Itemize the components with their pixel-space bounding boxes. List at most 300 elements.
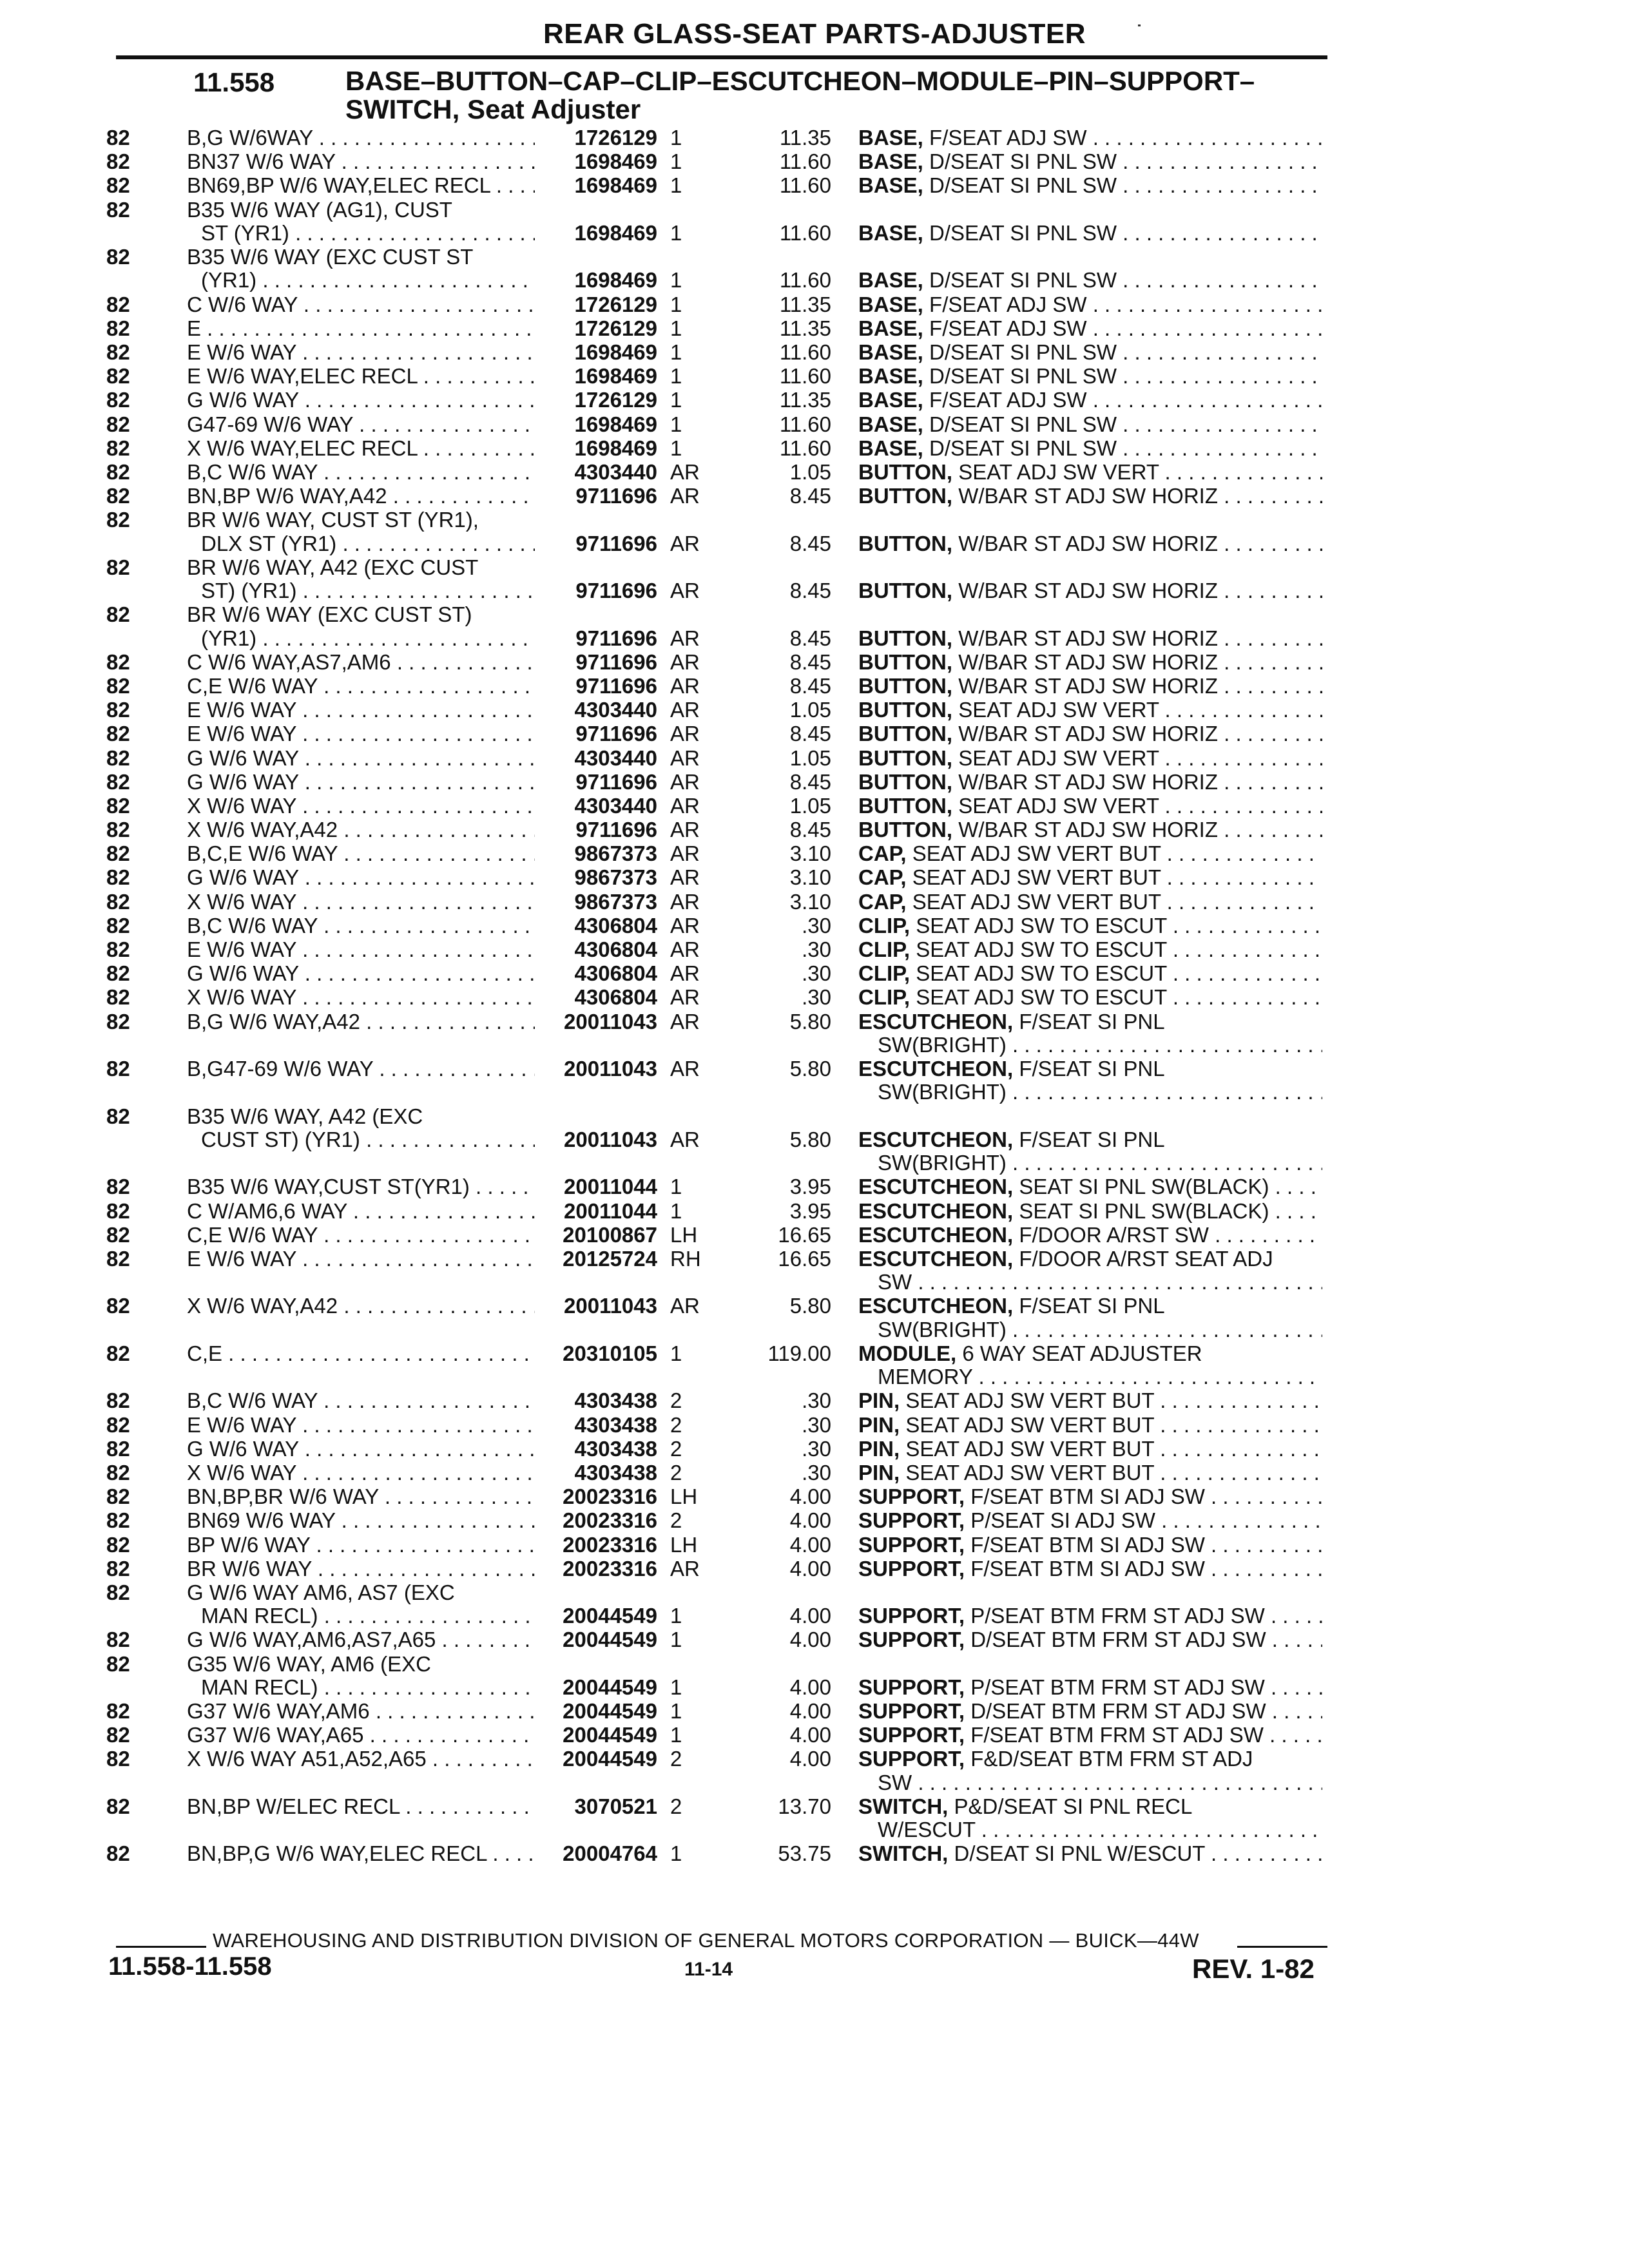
description-line <box>858 293 1322 316</box>
quantity: AR <box>670 1556 700 1581</box>
description-cell <box>858 126 1322 149</box>
model-line: BP W/6 WAY . . . <box>187 1533 535 1557</box>
description-text: F/DOOR A/RST SEAT ADJ <box>1019 1247 1273 1271</box>
quantity: AR <box>670 745 700 770</box>
description-cell <box>858 914 1322 937</box>
table-row <box>0 365 1629 389</box>
description-line <box>858 1057 1322 1081</box>
description-line <box>858 1676 1322 1699</box>
part-name: CAP, <box>858 842 907 866</box>
model-line: X W/6 WAY . . . <box>187 1461 535 1485</box>
quantity: 1 <box>670 1175 682 1199</box>
part-name: PIN, <box>858 1461 900 1485</box>
group-code: 82 <box>106 1460 130 1485</box>
price: 11.35 <box>779 126 831 149</box>
part-name: BASE, <box>858 293 923 316</box>
part-name: BUTTON, <box>858 460 953 484</box>
quantity: AR <box>670 913 700 937</box>
table-row <box>0 293 1629 317</box>
model-line: MAN RECL) . . . <box>187 1676 535 1699</box>
model-cell <box>187 174 535 197</box>
model-cell <box>187 794 535 818</box>
model-cell <box>187 842 535 865</box>
quantity: 1 <box>670 1198 682 1223</box>
model-cell <box>187 1224 535 1247</box>
description-text: D/SEAT SI PNL SW <box>929 412 1117 436</box>
model-line: BN,BP W/ELEC RECL . . . <box>187 1795 535 1818</box>
quantity: LH <box>670 1485 698 1509</box>
description-line <box>858 794 1322 818</box>
description-line <box>858 1700 1322 1723</box>
table-row <box>0 1461 1629 1485</box>
model-line: X W/6 WAY . . . <box>187 986 535 1009</box>
model-line: X W/6 WAY . . . <box>187 794 535 818</box>
price: 11.60 <box>779 149 831 174</box>
model-line: G35 W/6 WAY, AM6 (EXC <box>187 1652 432 1676</box>
part-number: 20044549 <box>563 1604 657 1628</box>
description-text: P/SEAT SI ADJ SW <box>970 1509 1155 1533</box>
part-name: SUPPORT, <box>858 1509 965 1533</box>
model-line: B35 W/6 WAY (EXC CUST ST <box>187 245 474 269</box>
description-line <box>858 1533 1322 1557</box>
quantity: 1 <box>670 173 682 198</box>
price: 8.45 <box>789 769 831 794</box>
description-text: W/BAR ST ADJ SW HORIZ <box>958 722 1218 746</box>
description-cell <box>858 1676 1322 1699</box>
description-line <box>858 341 1322 364</box>
description-text: D/SEAT SI PNL SW <box>929 269 1117 293</box>
quantity: AR <box>670 937 700 961</box>
quantity: 2 <box>670 1412 682 1437</box>
price: 1.05 <box>789 793 831 818</box>
price: 5.80 <box>789 1057 831 1081</box>
quantity: 2 <box>670 1794 682 1818</box>
group-code: 82 <box>106 245 130 269</box>
group-code: 82 <box>106 1556 130 1581</box>
model-line: E . . . <box>187 317 535 340</box>
price: 4.00 <box>789 1532 831 1557</box>
quantity: 1 <box>670 1723 682 1747</box>
part-name: SUPPORT, <box>858 1485 965 1509</box>
price: 8.45 <box>789 818 831 842</box>
table-row <box>0 866 1629 890</box>
description-text: SEAT ADJ SW VERT <box>958 460 1159 484</box>
part-number: 4303438 <box>574 1412 657 1437</box>
price: 4.00 <box>789 1556 831 1581</box>
group-code: 82 <box>106 1651 130 1676</box>
part-number: 4303440 <box>574 698 657 722</box>
model-line: DLX ST (YR1) . . . <box>187 532 535 555</box>
part-name: PIN, <box>858 1437 900 1461</box>
description-cell <box>858 532 1322 555</box>
price: 4.00 <box>789 1508 831 1533</box>
part-number: 9711696 <box>575 484 657 508</box>
part-number: 1726129 <box>574 292 657 316</box>
footer-rule-left <box>116 1946 206 1948</box>
table-row <box>0 1557 1629 1581</box>
group-code: 82 <box>106 745 130 770</box>
table-row <box>0 126 1629 150</box>
model-cell <box>187 293 535 316</box>
model-cell <box>187 722 535 745</box>
description-line <box>858 1151 1322 1175</box>
description-cell <box>858 627 1322 650</box>
description-cell <box>858 150 1322 173</box>
price: 4.00 <box>789 1604 831 1628</box>
quantity: AR <box>670 673 700 698</box>
part-name: SUPPORT, <box>858 1533 965 1557</box>
part-number: 4306804 <box>574 937 657 961</box>
group-code: 82 <box>106 1412 130 1437</box>
quantity: AR <box>670 1294 700 1318</box>
description-text: SEAT ADJ SW VERT BUT <box>905 1437 1155 1461</box>
quantity: RH <box>670 1246 701 1271</box>
part-number: 9711696 <box>575 531 657 555</box>
part-number: 1698469 <box>574 364 657 389</box>
model-cell <box>187 1105 535 1152</box>
description-cell <box>858 1010 1322 1057</box>
group-code: 82 <box>106 1747 130 1771</box>
quantity: AR <box>670 579 700 603</box>
footer-revision: REV. 1-82 <box>1192 1954 1315 1984</box>
description-text: W/BAR ST ADJ SW HORIZ <box>958 579 1218 603</box>
table-row <box>0 1057 1629 1105</box>
part-number: 1698469 <box>574 412 657 436</box>
quantity: 2 <box>670 1389 682 1413</box>
part-number: 4303438 <box>574 1436 657 1461</box>
part-name: ESCUTCHEON, <box>858 1010 1014 1033</box>
group-code: 82 <box>106 1532 130 1557</box>
model-cell <box>187 150 535 173</box>
description-line <box>858 1365 1322 1389</box>
quantity: 1 <box>670 316 682 340</box>
part-number: 9711696 <box>575 579 657 603</box>
quantity: 1 <box>670 1675 682 1699</box>
page-title: REAR GLASS-SEAT PARTS-ADJUSTER <box>543 18 1086 50</box>
group-code: 82 <box>106 1222 130 1247</box>
description-cell <box>858 1128 1322 1175</box>
description-line <box>858 986 1322 1009</box>
description-line <box>858 222 1322 245</box>
description-line <box>858 1604 1322 1628</box>
part-number: 4303440 <box>574 793 657 818</box>
part-name: BUTTON, <box>858 746 953 770</box>
model-line: C,E W/6 WAY . . . <box>187 1224 535 1247</box>
description-cell <box>858 1795 1322 1842</box>
model-line: MAN RECL) . . . <box>187 1604 535 1628</box>
quantity: 1 <box>670 292 682 316</box>
model-cell <box>187 890 535 914</box>
model-cell <box>187 1485 535 1508</box>
price: .30 <box>802 1460 831 1485</box>
price: 8.45 <box>789 673 831 698</box>
description-text: F/SEAT BTM SI ADJ SW <box>970 1557 1205 1581</box>
description-line <box>858 1628 1322 1651</box>
model-cell <box>187 1342 535 1365</box>
group-code: 82 <box>106 769 130 794</box>
description-line <box>858 1294 1322 1318</box>
model-cell <box>187 437 535 460</box>
description-line <box>858 413 1322 436</box>
group-code: 82 <box>106 436 130 460</box>
description-text: D/SEAT BTM FRM ST ADJ SW <box>970 1628 1266 1652</box>
price: 5.80 <box>789 1294 831 1318</box>
description-line <box>858 1010 1322 1033</box>
description-text: D/SEAT SI PNL SW <box>929 221 1117 245</box>
part-number: 20044549 <box>563 1747 657 1771</box>
model-line: BN37 W/6 WAY . . . <box>187 150 535 173</box>
part-name: CAP, <box>858 866 907 890</box>
model-line: X W/6 WAY,A42 . . . <box>187 818 535 841</box>
description-line <box>858 866 1322 889</box>
quantity: AR <box>670 841 700 866</box>
part-number: 9867373 <box>574 865 657 890</box>
description-text: W/BAR ST ADJ SW HORIZ <box>958 818 1218 842</box>
quantity: 1 <box>670 388 682 412</box>
description-text: SW <box>878 1271 912 1294</box>
price: 4.00 <box>789 1628 831 1652</box>
model-line: BR W/6 WAY (EXC CUST ST) <box>187 603 472 627</box>
description-line <box>858 722 1322 745</box>
description-text: SW(BRIGHT) <box>878 1081 1007 1104</box>
part-name: PIN, <box>858 1413 900 1437</box>
part-name: ESCUTCHEON, <box>858 1128 1014 1151</box>
description-cell <box>858 293 1322 316</box>
quantity: 1 <box>670 1604 682 1628</box>
description-line <box>858 675 1322 698</box>
description-text: F/SEAT BTM SI ADJ SW <box>970 1485 1205 1509</box>
description-line <box>858 1247 1322 1271</box>
model-line: E W/6 WAY . . . <box>187 1414 535 1437</box>
description-cell <box>858 698 1322 722</box>
description-cell <box>858 1533 1322 1557</box>
model-cell <box>187 1747 535 1771</box>
table-row <box>0 747 1629 771</box>
model-line: B35 W/6 WAY, A42 (EXC <box>187 1104 423 1128</box>
model-cell <box>187 962 535 985</box>
price: 16.65 <box>778 1246 831 1271</box>
model-cell <box>187 771 535 794</box>
price: 119.00 <box>767 1341 831 1365</box>
part-name: BASE, <box>858 436 923 460</box>
description-cell <box>858 437 1322 460</box>
part-number: 9711696 <box>575 649 657 674</box>
part-number: 20011043 <box>563 1127 657 1151</box>
quantity: 1 <box>670 1699 682 1724</box>
description-cell <box>858 818 1322 841</box>
part-name: BASE, <box>858 389 923 412</box>
description-line <box>858 317 1322 340</box>
description-cell <box>858 938 1322 961</box>
description-cell <box>858 675 1322 698</box>
part-name: BUTTON, <box>858 532 953 555</box>
description-text: SEAT ADJ SW TO ESCUT <box>916 938 1167 961</box>
quantity: 1 <box>670 1341 682 1365</box>
section-number: 11.558 <box>193 67 275 97</box>
model-line: X W/6 WAY A51,A52,A65 . . . <box>187 1747 535 1771</box>
table-row <box>0 341 1629 365</box>
group-code: 82 <box>106 316 130 340</box>
table-row <box>0 461 1629 485</box>
price: 11.60 <box>779 364 831 389</box>
group-code: 82 <box>106 793 130 818</box>
group-code: 82 <box>106 1175 130 1199</box>
model-cell <box>187 603 535 650</box>
model-line: C W/6 WAY . . . <box>187 293 535 316</box>
description-line <box>858 485 1322 508</box>
table-row <box>0 508 1629 556</box>
group-code: 82 <box>106 865 130 890</box>
group-code: 82 <box>106 197 130 222</box>
price: 3.10 <box>789 841 831 866</box>
description-text: SEAT ADJ SW TO ESCUT <box>916 962 1167 986</box>
part-name: BASE, <box>858 412 923 436</box>
description-cell <box>858 222 1322 245</box>
description-line <box>858 842 1322 865</box>
group-code: 82 <box>106 388 130 412</box>
part-name: ESCUTCHEON, <box>858 1294 1014 1318</box>
table-row <box>0 698 1629 722</box>
price: .30 <box>802 961 831 986</box>
part-number: 4306804 <box>574 913 657 937</box>
group-code: 82 <box>106 484 130 508</box>
description-line <box>858 1724 1322 1747</box>
model-line: BN,BP,BR W/6 WAY . . . <box>187 1485 535 1508</box>
table-row <box>0 150 1629 174</box>
description-text: SW(BRIGHT) <box>878 1151 1007 1175</box>
model-line: E W/6 WAY . . . <box>187 938 535 961</box>
description-cell <box>858 1724 1322 1747</box>
price: 4.00 <box>789 1723 831 1747</box>
part-number: 9711696 <box>575 818 657 842</box>
description-text: SEAT ADJ SW VERT <box>958 794 1159 818</box>
group-code: 82 <box>106 364 130 389</box>
description-text: W/BAR ST ADJ SW HORIZ <box>958 485 1218 508</box>
model-cell <box>187 317 535 340</box>
group-code: 82 <box>106 722 130 746</box>
table-row <box>0 198 1629 246</box>
group-code: 82 <box>106 818 130 842</box>
model-line: B,C W/6 WAY . . . <box>187 914 535 937</box>
table-row <box>0 174 1629 198</box>
part-number: 9867373 <box>574 841 657 866</box>
description-line <box>858 389 1322 412</box>
quantity: LH <box>670 1532 698 1557</box>
description-line <box>858 1128 1322 1151</box>
description-cell <box>858 413 1322 436</box>
quantity: AR <box>670 865 700 890</box>
description-line <box>858 126 1322 149</box>
footer-section-range: 11.558-11.558 <box>108 1952 272 1981</box>
part-number: 20100867 <box>563 1222 657 1247</box>
description-text: W/BAR ST ADJ SW HORIZ <box>958 650 1218 674</box>
model-line: G W/6 WAY . . . <box>187 1437 535 1461</box>
description-text: F/SEAT ADJ SW <box>929 389 1087 412</box>
description-text: P&D/SEAT SI PNL RECL <box>954 1794 1193 1818</box>
table-row <box>0 389 1629 412</box>
group-code: 82 <box>106 985 130 1010</box>
model-line: G W/6 WAY . . . <box>187 866 535 889</box>
table-row <box>0 1533 1629 1557</box>
description-line <box>858 1818 1322 1841</box>
description-line <box>858 579 1322 602</box>
group-code: 82 <box>106 649 130 674</box>
part-number: 1726129 <box>574 388 657 412</box>
description-text: F/SEAT BTM FRM ST ADJ SW <box>970 1724 1264 1747</box>
group-code: 82 <box>106 698 130 722</box>
description-text: SEAT ADJ SW VERT <box>958 698 1159 722</box>
model-cell <box>187 245 535 293</box>
description-text: MEMORY <box>878 1365 973 1389</box>
group-code: 82 <box>106 889 130 914</box>
group-code: 82 <box>106 1057 130 1081</box>
group-code: 82 <box>106 126 130 149</box>
quantity: 1 <box>670 436 682 460</box>
model-cell <box>187 1724 535 1747</box>
description-cell <box>858 579 1322 602</box>
table-row <box>0 1581 1629 1629</box>
description-text: D/SEAT SI PNL SW <box>929 174 1117 198</box>
description-text: SEAT ADJ SW TO ESCUT <box>916 914 1167 937</box>
table-row <box>0 1747 1629 1795</box>
price: 11.35 <box>779 316 831 340</box>
description-line <box>858 1842 1322 1865</box>
model-line: (YR1) . . . <box>187 269 535 292</box>
part-number: 20310105 <box>563 1341 657 1365</box>
part-name: CLIP, <box>858 986 911 1010</box>
model-line: X W/6 WAY,A42 . . . <box>187 1294 535 1318</box>
part-number: 9711696 <box>575 722 657 746</box>
description-line <box>858 1318 1322 1341</box>
description-cell <box>858 1200 1322 1223</box>
description-line <box>858 532 1322 555</box>
price: 4.00 <box>789 1675 831 1699</box>
table-row <box>0 1010 1629 1058</box>
model-line: G W/6 WAY . . . <box>187 962 535 985</box>
description-text: F/SEAT SI PNL <box>1019 1010 1165 1033</box>
model-line: BN69,BP W/6 WAY,ELEC RECL . . . <box>187 174 535 197</box>
model-line: BN,BP,G W/6 WAY,ELEC RECL . . . <box>187 1842 535 1865</box>
group-code: 82 <box>106 1436 130 1461</box>
price: 11.60 <box>779 412 831 436</box>
price: .30 <box>802 1412 831 1437</box>
part-number: 20044549 <box>563 1675 657 1699</box>
description-cell <box>858 1294 1322 1341</box>
group-code: 82 <box>106 1294 130 1318</box>
description-line <box>858 1795 1322 1818</box>
model-line: CUST ST) (YR1) . . . <box>187 1128 535 1151</box>
part-name: BASE, <box>858 365 923 389</box>
part-number: 20004764 <box>563 1841 657 1866</box>
part-number: 20011043 <box>563 1009 657 1033</box>
table-row <box>0 1389 1629 1413</box>
group-code: 82 <box>106 1198 130 1223</box>
description-text: P/SEAT BTM FRM ST ADJ SW <box>970 1675 1265 1699</box>
table-row <box>0 603 1629 651</box>
model-cell <box>187 1533 535 1557</box>
description-line <box>858 1485 1322 1508</box>
table-row <box>0 1437 1629 1461</box>
part-name: ESCUTCHEON, <box>858 1223 1014 1247</box>
part-number: 1698469 <box>574 268 657 293</box>
part-name: BUTTON, <box>858 674 953 698</box>
part-number: 4306804 <box>574 961 657 986</box>
part-name: BASE, <box>858 316 923 340</box>
table-row <box>0 1294 1629 1342</box>
model-line: G W/6 WAY . . . <box>187 771 535 794</box>
description-text: SW <box>878 1771 912 1794</box>
table-row <box>0 1414 1629 1437</box>
